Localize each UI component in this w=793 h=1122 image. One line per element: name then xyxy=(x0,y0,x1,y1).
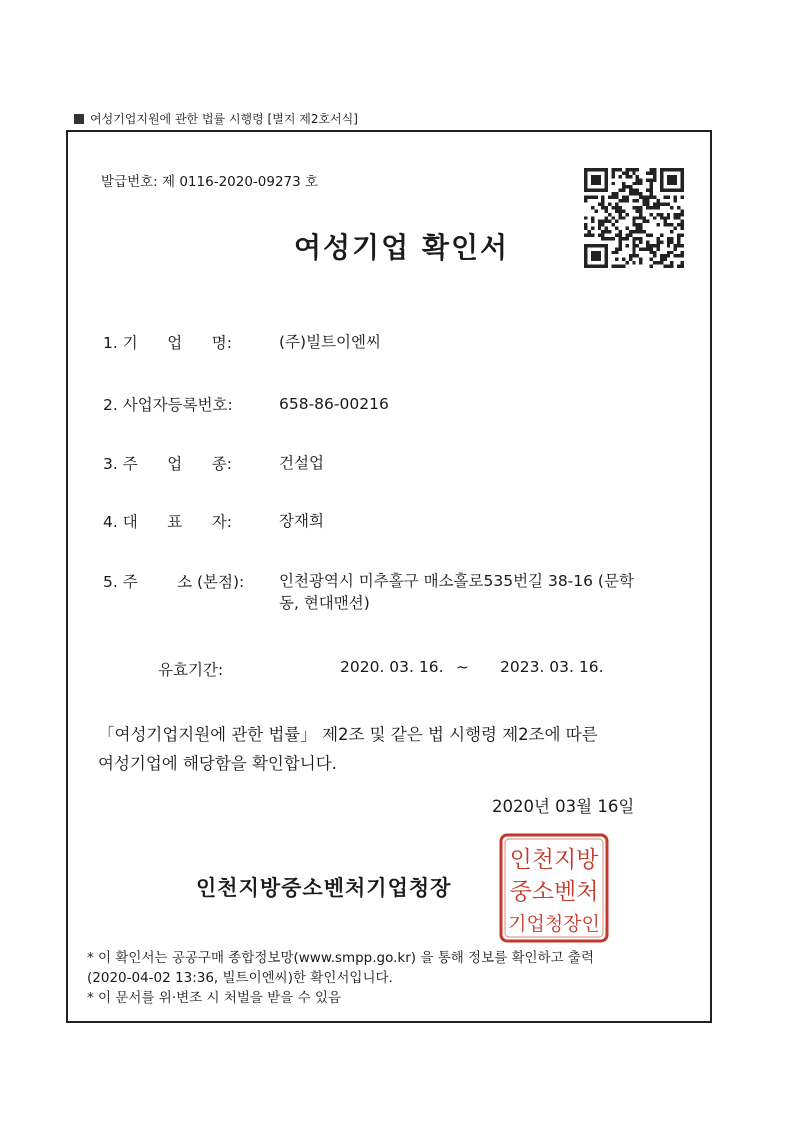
field-label: 1. 기 업 명: xyxy=(103,334,232,352)
field-representative xyxy=(103,510,324,532)
validity-start: 2020. 03. 16. xyxy=(340,658,444,676)
validity-separator: ~ xyxy=(456,658,469,676)
seal-line-1: 인천지방 xyxy=(509,847,599,873)
issue-number: 발급번호: 제 0116-2020-09273 호 xyxy=(101,174,319,190)
seal-line-3: 기업청장인 xyxy=(508,913,600,935)
seal-line-2: 중소벤처 xyxy=(509,879,599,905)
field-company-name xyxy=(103,331,381,353)
field-address xyxy=(103,570,634,612)
field-value: 장재희 xyxy=(279,512,324,530)
field-label: 4. 대 표 자: xyxy=(103,513,232,531)
field-label: 3. 주 업 종: xyxy=(103,455,232,473)
field-value: (주)빌트이엔씨 xyxy=(279,333,381,351)
note-line-3: * 이 문서를 위·변조 시 처벌을 받을 수 있음 xyxy=(87,990,342,1006)
issue-date: 2020년 03월 16일 xyxy=(492,797,635,816)
statement-line-1: 「여성기업지원에 관한 법률」 제2조 및 같은 법 시행령 제2조에 따른 xyxy=(98,725,598,744)
issuing-authority: 인천지방중소벤처기업청장 xyxy=(196,876,452,900)
validity-end: 2023. 03. 16. xyxy=(500,658,604,676)
field-value xyxy=(279,570,659,614)
field-business-type xyxy=(103,452,324,474)
form-reference xyxy=(74,110,358,127)
validity-label: 유효기간: xyxy=(158,661,224,679)
statement-line-2: 여성기업에 해당함을 확인합니다. xyxy=(98,754,337,773)
field-value: 건설업 xyxy=(279,454,324,472)
footer-notes xyxy=(87,948,687,1008)
note-line-1: * 이 확인서는 공공구매 종합정보망(www.smpp.go.kr) 을 통해 정보를 확인하고 출력 xyxy=(87,950,595,966)
address-line-2: 동, 현대맨션) xyxy=(279,594,370,612)
form-reference-text: 여성기업지원에 관한 법률 시행령 [별지 제2호서식] xyxy=(90,112,358,126)
document-title: 여성기업 확인서 xyxy=(293,231,510,264)
field-label: 2. 사업자등록번호: xyxy=(103,396,233,414)
address-line-1: 인천광역시 미추홀구 매소홀로535번길 38-16 (문학 xyxy=(279,572,634,590)
field-label: 5. 주 소 (본점): xyxy=(103,573,245,591)
official-seal-stamp xyxy=(498,832,610,944)
field-value: 658-86-00216 xyxy=(279,395,389,413)
field-business-registration-number xyxy=(103,393,389,415)
note-line-2: (2020-04-02 13:36, 빌트이엔씨)한 확인서입니다. xyxy=(87,970,393,986)
square-bullet-icon xyxy=(74,114,84,124)
certification-statement xyxy=(98,720,658,778)
